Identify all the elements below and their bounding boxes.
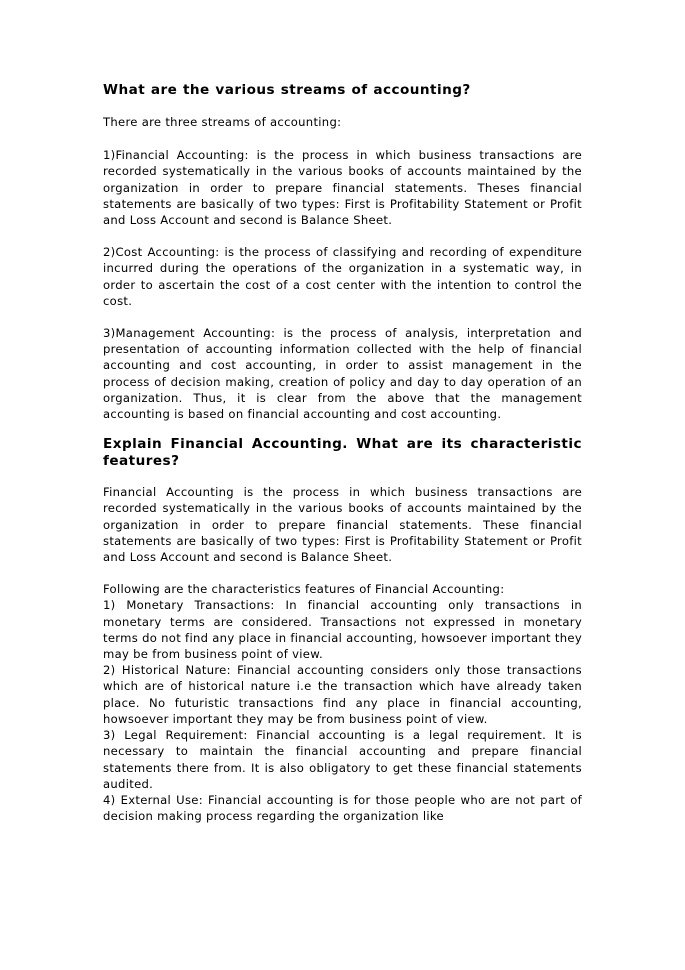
document-page — [103, 82, 582, 824]
financial-accounting-definition: Financial Accounting is the process in which business transactions are recorded systematically in the various books of accounts maintained by the organization in order to prepare financial statements. These financial statements are basically of two types: First is Profitability Statement or Profit and Loss Account and second is Balance Sheet. — [103, 485, 582, 565]
paragraph-management-accounting: 3)Management Accounting: is the process of analysis, interpretation and presentation of accounting information collected with the help of financial accounting and cost accounting, in order to assist management in the process of decision making, creation of policy and day to day operation of an organization. Thus, it is clear from the above that the management accounting is based on financial accounting and cost accounting. — [103, 326, 582, 422]
features-lead: Following are the characteristics features of Financial Accounting: — [103, 582, 505, 597]
section-heading-streams: What are the various streams of accounting? — [103, 82, 471, 98]
feature-monetary-transactions: 1) Monetary Transactions: In financial accounting only transactions in monetary terms are considered. Transactions not expressed in monetary terms do not find any place in financial accounting, howsoever important they may be from business point of view. — [103, 598, 582, 662]
feature-legal-requirement: 3) Legal Requirement: Financial accounting is a legal requirement. It is necessary to maintain the financial accounting and prepare financial statements there from. It is also obligatory to get these financial statements audited. — [103, 728, 582, 791]
paragraph-cost-accounting: 2)Cost Accounting: is the process of classifying and recording of expenditure incurred during the operations of the organization in a systematic way, in order to ascertain the cost of a cost center with the intention to control the cost. — [103, 245, 582, 308]
feature-external-use: 4) External Use: Financial accounting is for those people who are not part of decision making process regarding the organization like — [103, 792, 582, 824]
streams-intro: There are three streams of accounting: — [103, 115, 342, 129]
paragraph-financial-accounting: 1)Financial Accounting: is the process in which business transactions are recorded systematically in the various books of accounts maintained by the organization in order to prepare financial statements. Theses financial statements are basically of two types: First is Profitability Statement or Profit and Loss Account and second is Balance Sheet. — [103, 148, 582, 228]
feature-historical-nature: 2) Historical Nature: Financial accounting considers only those transactions which are of historical nature i.e the transaction which have already taken place. No futuristic transactions find any place in financial accounting, howsoever important they may be from business point of view. — [103, 663, 582, 726]
section-heading-financial-accounting: Explain Financial Accounting. What are its characteristic features? — [103, 436, 582, 470]
